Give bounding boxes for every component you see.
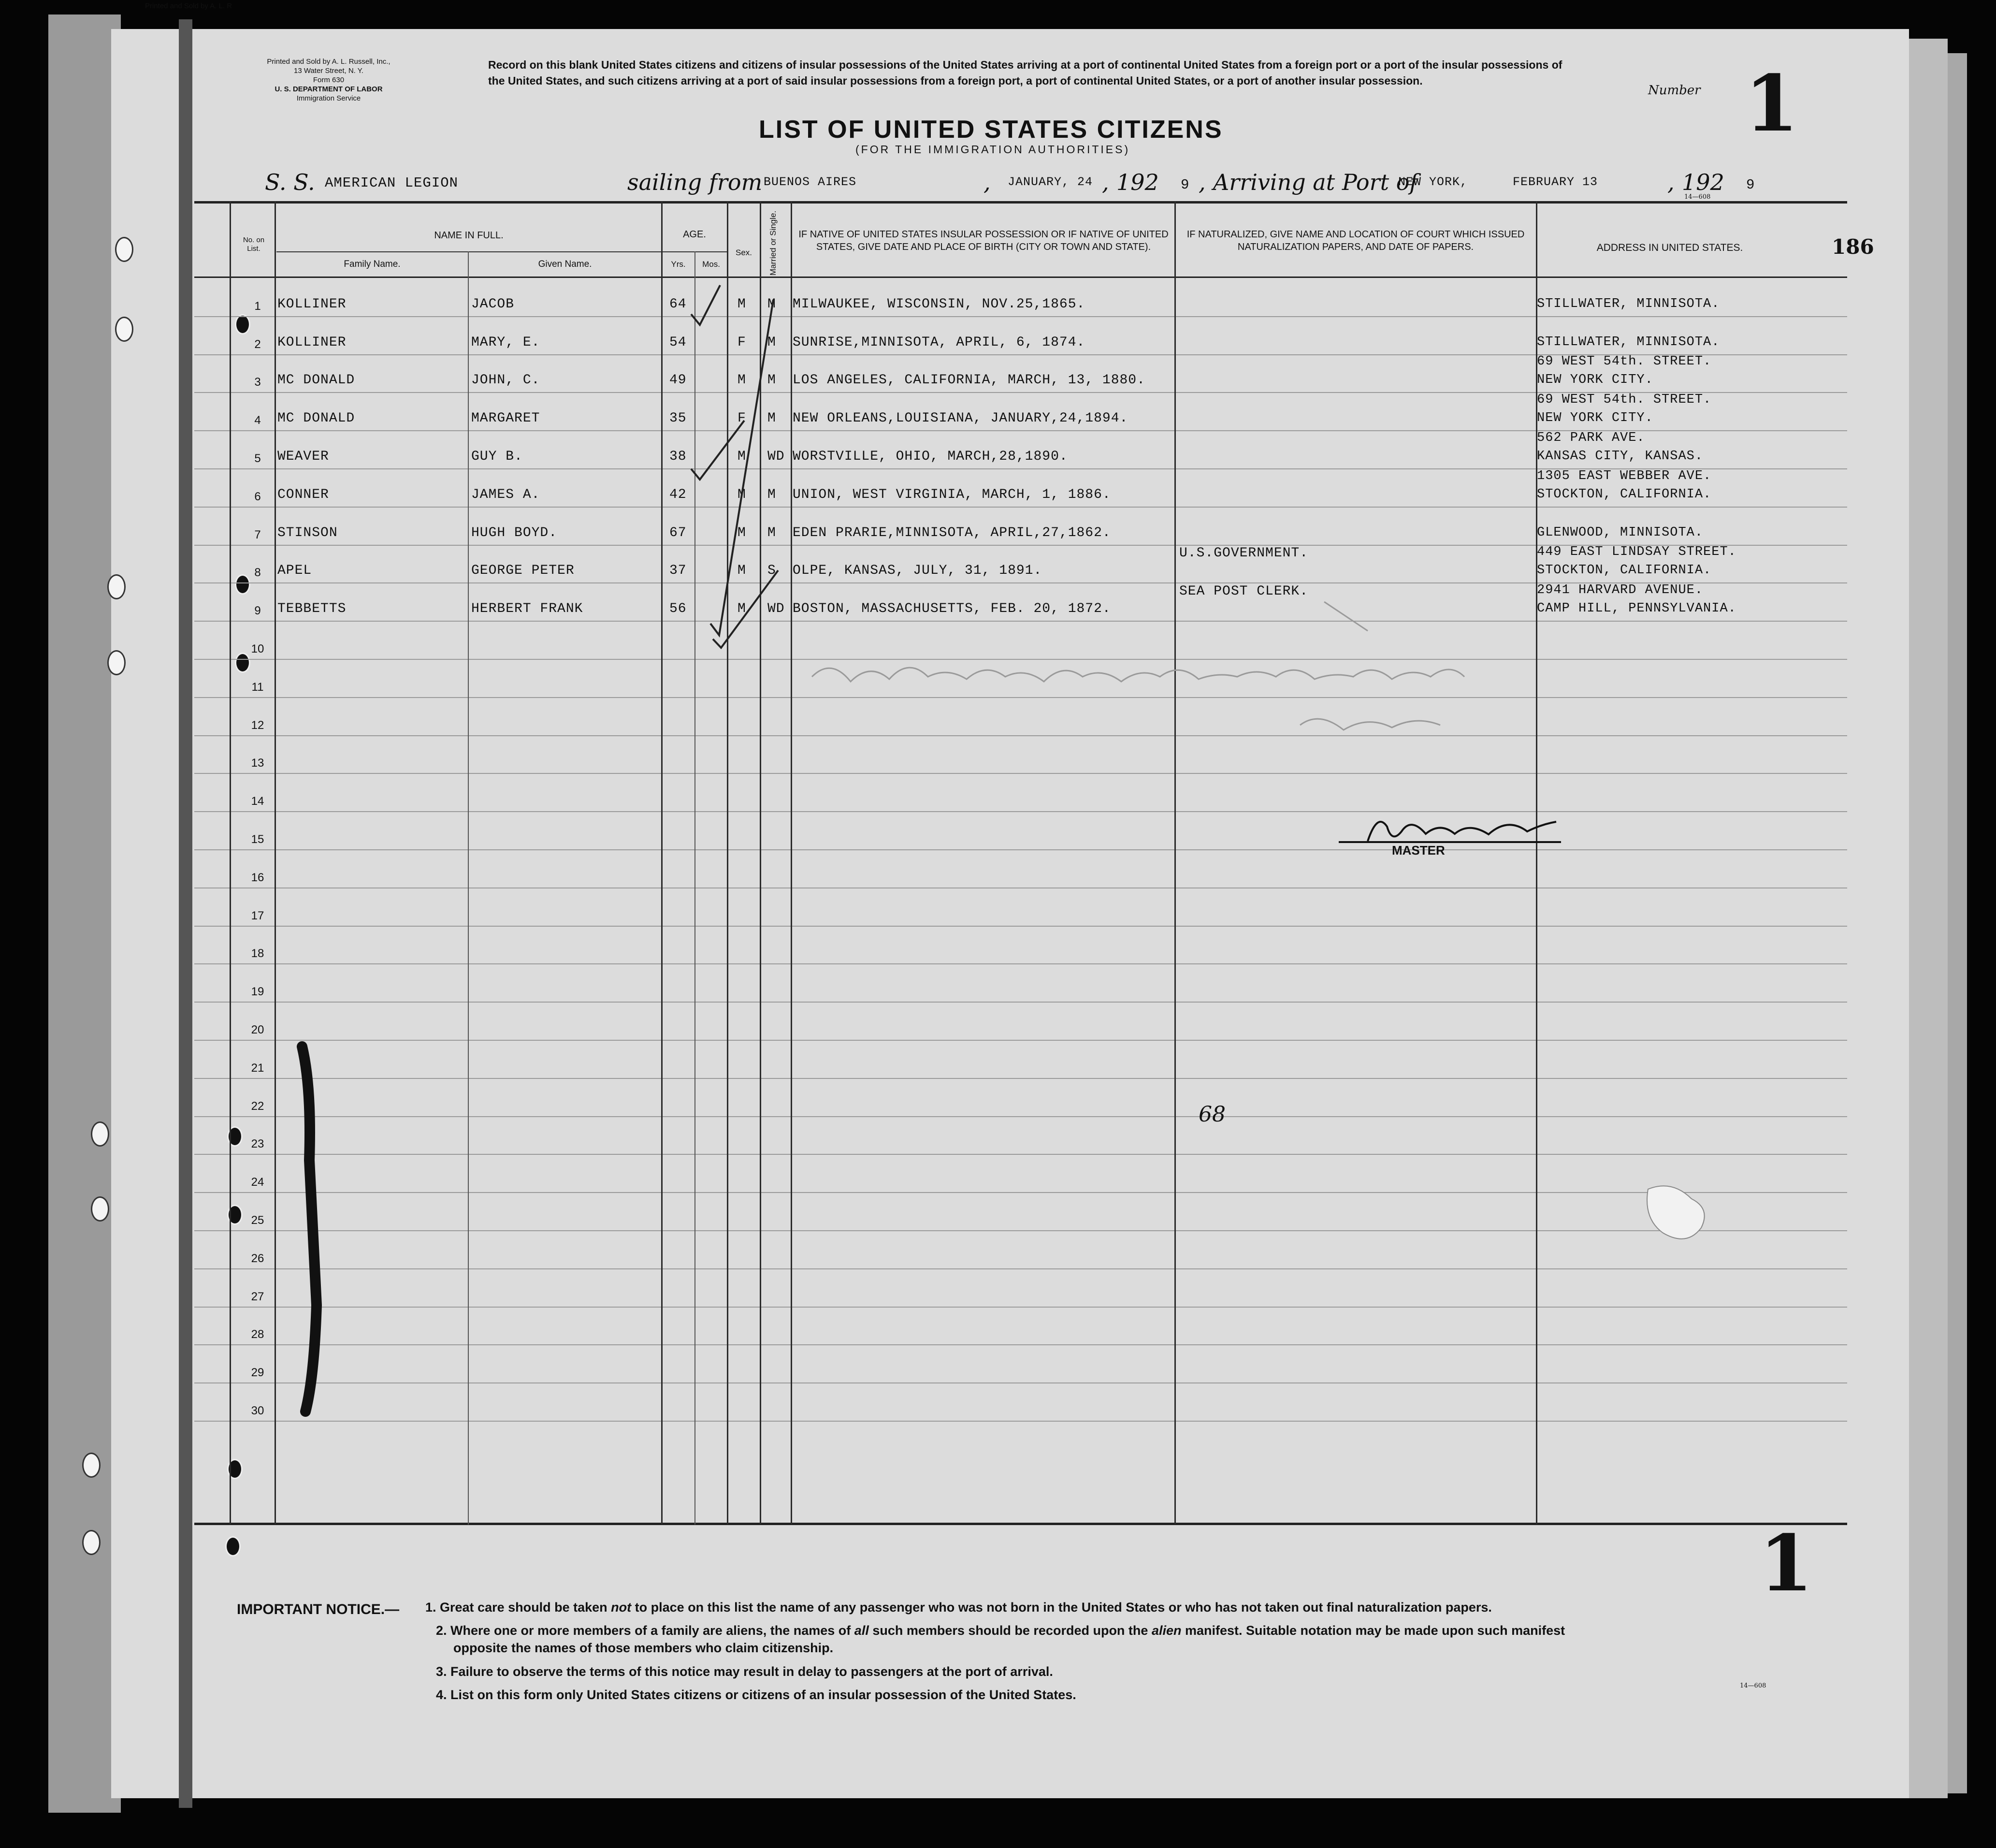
comma-separator: , (1102, 169, 1109, 195)
address-line-2: STOCKTON, CALIFORNIA. (1537, 563, 1712, 578)
line-number: 1 (254, 300, 261, 313)
sex-cell: M (738, 373, 746, 388)
family-name-cell: KOLLINER (277, 297, 347, 312)
notice-text: 2. Where one or more members of a family are aliens, the names of (436, 1623, 854, 1638)
signature-icon (1339, 822, 1561, 842)
given-name-cell: JACOB (471, 297, 515, 312)
line-number: 21 (251, 1062, 264, 1075)
sex-cell: M (738, 525, 746, 540)
sex-cell: F (738, 411, 746, 426)
line-number: 29 (251, 1366, 264, 1379)
notice-item-3: 3. Failure to observe the terms of this notice may result in delay to passengers at the port of arrival. (436, 1664, 1053, 1679)
marital-status-cell: M (767, 487, 776, 502)
family-name-cell: TEBBETTS (277, 601, 347, 616)
line-number: 19 (251, 985, 264, 998)
line-number: 12 (251, 719, 264, 732)
arrival-date: FEBRUARY 13 (1513, 175, 1598, 189)
notice-emphasis: alien (1151, 1623, 1182, 1638)
line-number: 16 (251, 871, 264, 884)
line-number: 4 (254, 414, 261, 427)
comma-separator: , (984, 169, 991, 195)
arrival-year-prefix: 192 (1682, 169, 1724, 195)
master-label: MASTER (1392, 843, 1445, 858)
notice-emphasis: all (854, 1623, 869, 1638)
line-number: 24 (251, 1176, 264, 1189)
handwritten-mark: 68 (1199, 1102, 1226, 1127)
address-line-1: 1305 EAST WEBBER AVE. (1537, 469, 1712, 483)
line-number: 5 (254, 452, 261, 465)
ss-label: S. S. (265, 169, 315, 195)
form-code: 14—608 (1684, 193, 1711, 201)
line-number: 30 (251, 1404, 264, 1417)
address-line-2: KANSAS CITY, KANSAS. (1537, 449, 1704, 464)
address-line-2: STILLWATER, MINNISOTA. (1537, 297, 1720, 311)
sailing-year-digit: 9 (1181, 177, 1190, 193)
age-years-cell: 49 (669, 373, 687, 388)
sex-cell: M (738, 449, 746, 464)
header-birth: IF NATIVE OF UNITED STATES INSULAR POSSESSION OR IF NATIVE OF UNITED STATES, GIVE DATE AND PLACE OF BIRTH (CITY OR TOWN AND STATE). (798, 229, 1169, 252)
sailing-year-prefix: 192 (1116, 169, 1159, 195)
sailing-label: sailing from (627, 169, 763, 195)
birthplace-cell: SUNRISE,MINNISOTA, APRIL, 6, 1874. (793, 335, 1085, 350)
line-number: 17 (251, 909, 264, 922)
number-label: Number (1648, 83, 1701, 98)
line-number: 7 (254, 528, 261, 541)
family-name-cell: WEAVER (277, 449, 329, 464)
sex-cell: M (738, 601, 746, 616)
checkmark-icon (691, 285, 778, 648)
notice-item-2 (436, 1623, 1565, 1638)
given-name-cell: JOHN, C. (471, 373, 540, 388)
line-number: 28 (251, 1328, 264, 1341)
line-number: 8 (254, 566, 261, 579)
marital-status-cell: M (767, 411, 776, 426)
arriving-label: Arriving at Port of (1213, 169, 1418, 195)
age-years-cell: 54 (669, 335, 687, 350)
line-number: 27 (251, 1290, 264, 1303)
naturalization-cell: SEA POST CLERK. (1179, 584, 1309, 599)
line-number: 3 (254, 376, 261, 389)
line-number: 15 (251, 833, 264, 846)
marital-status-cell: M (767, 297, 776, 312)
header-married-single: Married or Single. (768, 210, 778, 276)
family-name-cell: MC DONALD (277, 373, 355, 388)
birthplace-cell: MILWAUKEE, WISCONSIN, NOV.25,1865. (793, 297, 1085, 312)
family-name-cell: APEL (277, 563, 312, 578)
family-name-cell: MC DONALD (277, 411, 355, 426)
form-title: LIST OF UNITED STATES CITIZENS (759, 116, 1223, 144)
header-list-number: No. on List. (243, 236, 265, 253)
address-line-2: STILLWATER, MINNISOTA. (1537, 335, 1720, 349)
departure-port: BUENOS AIRES (764, 175, 857, 189)
department: U. S. DEPARTMENT OF LABOR (275, 85, 383, 93)
age-years-cell: 38 (669, 449, 687, 464)
naturalization-cell: U.S.GOVERNMENT. (1179, 546, 1309, 561)
comma-separator: , (1667, 169, 1675, 195)
address-line-1: 449 EAST LINDSAY STREET. (1537, 545, 1736, 559)
age-years-cell: 42 (669, 487, 687, 502)
birthplace-cell: NEW ORLEANS,LOUISIANA, JANUARY,24,1894. (793, 411, 1128, 426)
line-number: 10 (251, 642, 264, 655)
important-notice-label: IMPORTANT NOTICE.— (237, 1601, 400, 1617)
age-years-cell: 37 (669, 563, 687, 578)
faint-pencil-note-icon (812, 602, 1464, 730)
marital-status-cell: WD (767, 601, 785, 616)
service: Immigration Service (296, 94, 361, 102)
given-name-cell: GEORGE PETER (471, 563, 575, 578)
form-instructions: Record on this blank United States citizens and citizens of insular possessions of the United States arriving at a port of continental United States from a foreign port or a port of the insular possessions of the United States, and such citizens arriving at a port of said insular possessions from a foreign port, a port of continental United States, or a port of another insular possession. (488, 58, 1562, 87)
line-number: 13 (251, 757, 264, 770)
marital-status-cell: M (767, 335, 776, 350)
birthplace-cell: OLPE, KANSAS, JULY, 31, 1891. (793, 563, 1042, 578)
address-line-1: 69 WEST 54th. STREET. (1537, 354, 1712, 369)
notice-item-4: 4. List on this form only United States citizens or citizens of an insular possession of the United States. (436, 1688, 1076, 1702)
given-name-cell: HERBERT FRANK (471, 601, 583, 616)
address-line-1: 2941 HARVARD AVENUE. (1537, 583, 1704, 597)
printer-address: 13 Water Street, N. Y. (294, 67, 363, 75)
line-number: 2 (254, 338, 261, 351)
address-line-1: 69 WEST 54th. STREET. (1537, 393, 1712, 407)
notice-item-2-cont: opposite the names of those members who claim citizenship. (453, 1641, 834, 1655)
sex-cell: M (738, 487, 746, 502)
form-subtitle: (FOR THE IMMIGRATION AUTHORITIES) (855, 143, 1130, 156)
birthplace-cell: UNION, WEST VIRGINIA, MARCH, 1, 1886. (793, 487, 1111, 502)
address-line-2: CAMP HILL, PENNSYLVANIA. (1537, 601, 1736, 616)
printer-imprint-top: Printed and Sold by A. L. R (145, 2, 232, 10)
header-sex: Sex. (735, 248, 752, 257)
line-number: 25 (251, 1214, 264, 1227)
line-number: 23 (251, 1137, 264, 1150)
header-family-name: Family Name. (344, 259, 401, 269)
given-name-cell: GUY B. (471, 449, 523, 464)
header-address: ADDRESS IN UNITED STATES. (1596, 242, 1743, 253)
sheet-number: 1 (1745, 58, 1799, 149)
sailing-date: JANUARY, 24 (1008, 175, 1093, 189)
arrival-port: NEW YORK, (1398, 175, 1468, 189)
page-stamp-number: 186 (1832, 235, 1874, 259)
line-number: 26 (251, 1252, 264, 1265)
line-number: 6 (254, 490, 261, 503)
form-code-bottom: 14—608 (1740, 1682, 1766, 1689)
age-years-cell: 56 (669, 601, 687, 616)
header-years: Yrs. (671, 260, 686, 269)
ink-stroke-icon (302, 1047, 317, 1411)
given-name-cell: MARY, E. (471, 335, 540, 350)
ship-name: AMERICAN LEGION (325, 175, 459, 191)
address-line-2: NEW YORK CITY. (1537, 411, 1653, 425)
printer-name: Printed and Sold by A. L. Russell, Inc., (267, 58, 391, 66)
age-years-cell: 67 (669, 525, 687, 540)
family-name-cell: STINSON (277, 525, 338, 540)
notice-text: to place on this list the name of any passenger who was not born in the United States or who has not taken out final naturalization papers. (631, 1600, 1492, 1615)
header-naturalized: IF NATURALIZED, GIVE NAME AND LOCATION OF COURT WHICH ISSUED NATURALIZATION PAPERS, AND DATE OF PAPERS. (1186, 229, 1525, 252)
form-number: Form 630 (313, 76, 345, 84)
marital-status-cell: M (767, 373, 776, 388)
given-name-cell: MARGARET (471, 411, 540, 426)
notice-text: manifest. Suitable notation may be made upon such manifest (1181, 1623, 1565, 1638)
notice-text: 1. Great care should be taken (425, 1600, 611, 1615)
marital-status-cell: WD (767, 449, 785, 464)
address-line-1: 562 PARK AVE. (1537, 431, 1645, 445)
address-line-2: NEW YORK CITY. (1537, 373, 1653, 387)
comma-separator: , (1199, 169, 1206, 195)
notice-item-1 (425, 1600, 1492, 1615)
header-age: AGE. (683, 229, 706, 240)
header-months: Mos. (702, 260, 720, 269)
given-name-cell: HUGH BOYD. (471, 525, 558, 540)
line-number: 18 (251, 947, 264, 960)
given-name-cell: JAMES A. (471, 487, 540, 502)
age-years-cell: 64 (669, 297, 687, 312)
birthplace-cell: BOSTON, MASSACHUSETTS, FEB. 20, 1872. (793, 601, 1111, 616)
line-number: 9 (254, 604, 261, 617)
header-given-name: Given Name. (538, 259, 592, 269)
family-name-cell: KOLLINER (277, 335, 347, 350)
paper-tear-icon (1647, 1186, 1705, 1239)
line-number: 22 (251, 1100, 264, 1113)
address-line-2: GLENWOOD, MINNISOTA. (1537, 525, 1704, 540)
sex-cell: M (738, 297, 746, 312)
line-number: 14 (251, 795, 264, 808)
birthplace-cell: WORSTVILLE, OHIO, MARCH,28,1890. (793, 449, 1068, 464)
line-number: 20 (251, 1023, 264, 1036)
birthplace-cell: LOS ANGELES, CALIFORNIA, MARCH, 13, 1880. (793, 373, 1145, 388)
sheet-number-bottom: 1 (1759, 1518, 1813, 1609)
header-name-in-full: NAME IN FULL. (434, 230, 504, 241)
family-name-cell: CONNER (277, 487, 329, 502)
birthplace-cell: EDEN PRARIE,MINNISOTA, APRIL,27,1862. (793, 525, 1111, 540)
marital-status-cell: S (767, 563, 776, 578)
notice-emphasis: not (611, 1600, 632, 1615)
sex-cell: M (738, 563, 746, 578)
age-years-cell: 35 (669, 411, 687, 426)
arrival-year-digit: 9 (1746, 177, 1755, 193)
address-line-2: STOCKTON, CALIFORNIA. (1537, 487, 1712, 502)
marital-status-cell: M (767, 525, 776, 540)
sex-cell: F (738, 335, 746, 350)
notice-text: such members should be recorded upon the (868, 1623, 1152, 1638)
line-number: 11 (251, 681, 264, 694)
